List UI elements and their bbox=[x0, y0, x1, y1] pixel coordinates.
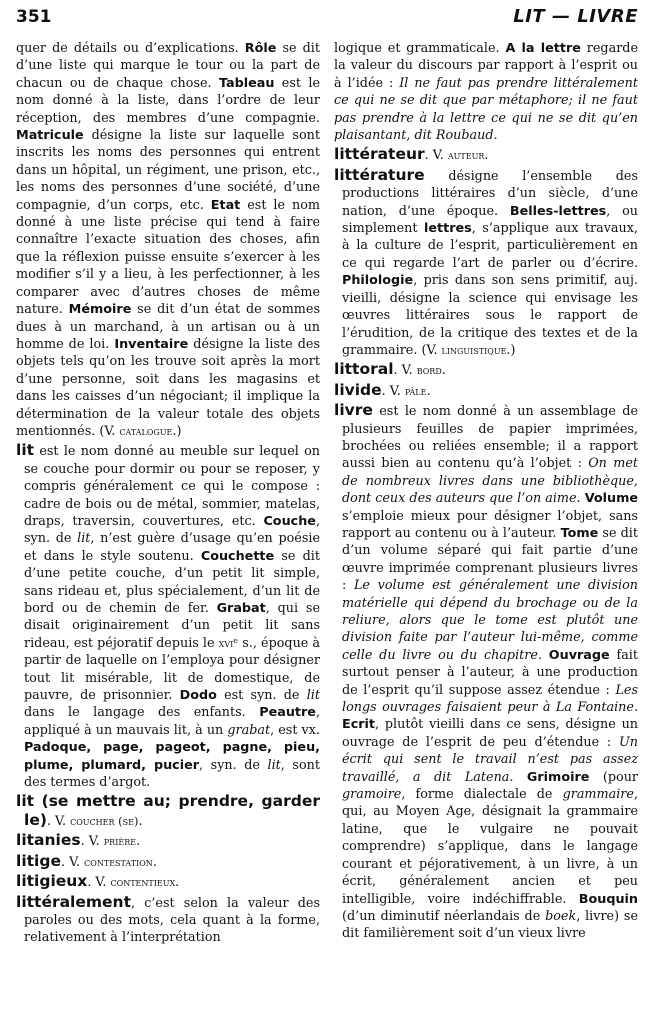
synonym-term: Tome bbox=[560, 525, 599, 541]
definition-text: . V. bbox=[424, 148, 448, 164]
synonym-term: lettres bbox=[423, 221, 472, 237]
synonym-term: Ouvrage bbox=[548, 647, 610, 663]
entry-livre bbox=[334, 402, 638, 943]
definition-text: . bbox=[152, 854, 157, 870]
synonym-term: Matricule bbox=[16, 128, 84, 144]
entry-lit bbox=[16, 442, 320, 791]
cross-reference: prière bbox=[103, 834, 137, 849]
example-quote: grammaire bbox=[562, 787, 634, 803]
page-number: 351 bbox=[16, 7, 52, 27]
cross-reference: linguistique bbox=[441, 342, 507, 357]
definition-text: , qui se disait originairement d’un petit lit sans rideau, est péjoratif depuis le bbox=[24, 601, 320, 651]
page-header bbox=[16, 6, 638, 40]
definition-text: . bbox=[138, 813, 143, 829]
definition-text: . bbox=[136, 834, 141, 850]
definition-text: . bbox=[441, 363, 446, 379]
headword: litigieux bbox=[16, 872, 88, 891]
cross-reference: pâle bbox=[404, 383, 427, 398]
synonym-term: Ecrit bbox=[342, 717, 376, 733]
definition-text: , n’est guère d’usage qu’en poésie et dans le style soutenu. bbox=[24, 531, 320, 564]
synonym-term: Padoque, page, pageot, pagne, pieu, plume, plumard, pucier bbox=[24, 740, 320, 773]
example-quote: On met de nombreux livres dans une bibliothèque, dont ceux des auteurs que l’on aime bbox=[342, 456, 638, 507]
definition-text: , appliqué à un mauvais lit, à un bbox=[24, 705, 320, 738]
definition-text: est le nom donné à une liste précise qui tend à faire connaître l’exacte situation des choses, afin que la réflexion puisse ensuite s’exercer à les modifier s’il y a lieu, à les perfectionner, à les comparer avec d’autres choses de même nature. bbox=[16, 197, 320, 318]
definition-text: . V. bbox=[80, 834, 104, 850]
entry-lit_se_mettre bbox=[16, 793, 320, 830]
synonym-term: Grabat bbox=[216, 601, 266, 616]
definition-text: se dit d’un volume séparé qui fait partie d’une œuvre imprimée comprenant plusieurs livres : bbox=[342, 525, 638, 594]
definition-text: désigne l’ensemble des productions littéraires d’un siècle, d’une nation, d’une époque. bbox=[342, 168, 638, 219]
synonym-term: Tableau bbox=[218, 75, 275, 91]
definition-text: est le nom donné au meuble sur lequel on se couche pour dormir ou pour se reposer, y compris généralement ce qui le compose : cadre de bois ou de métal, sommier, matelas, draps, traversin, couvertures, etc. bbox=[24, 444, 320, 529]
cross-reference: contentieux bbox=[110, 875, 176, 890]
definition-text: . bbox=[537, 647, 549, 663]
synonym-term: Peautre bbox=[259, 705, 316, 721]
synonym-term: Belles-lettres bbox=[509, 203, 607, 219]
example-quote: Un écrit qui sent le travail n’est pas assez travaillé, a dit Latena bbox=[342, 734, 638, 785]
synonym-term: Etat bbox=[210, 197, 241, 213]
definition-text: . bbox=[493, 128, 498, 144]
definition-text: regarde la valeur du discours par rapport à l’esprit ou à l’idée : bbox=[334, 41, 638, 91]
example-quote: Le volume est généralement une division matérielle qui dépend du brochage ou de la reliure, alors que le tome est plutôt une division faite par l’auteur lui-même, comme celle du livre ou du chapitre bbox=[342, 578, 638, 663]
left-column bbox=[16, 40, 320, 949]
definition-text: . V. bbox=[60, 854, 85, 870]
definition-text: est le nom donné à la liste, dans l’ordre de leur réception, des membres d’une compagnie. bbox=[16, 75, 320, 126]
cross-reference: bord bbox=[416, 363, 442, 378]
synonym-term: Bouquin bbox=[578, 891, 638, 907]
synonym-term: Grimoire bbox=[526, 769, 590, 785]
definition-text: , ou simplement bbox=[342, 203, 639, 237]
headword: litanies bbox=[16, 831, 81, 850]
definition-text: , pris dans son sens primitif, auj. vieilli, désigne la science qui envisage les œuvres littéraires sous le rapport de l’érudition, de la critique des textes et de la grammaire. (V. bbox=[342, 273, 638, 358]
definition-text: se dit d’une liste qui marque le tour ou la part de chacun ou de chaque chose. bbox=[16, 41, 320, 91]
definition-text: désigne la liste des objets tels qu’on les trouve soit après la mort d’une personne, soit dans les magasins et dans les caisses d’un négociant; il implique la détermination de la valeur totale des objets mentionnés. (V. bbox=[16, 336, 320, 439]
entry-liste_cont bbox=[16, 40, 320, 440]
example-quote: Il ne faut pas prendre littéralement ce qui ne se dit que par métaphore; il ne faut pas prendre à la lettre ce qui ne se dit qu’en plaisantant, dit Roubaud bbox=[334, 75, 638, 144]
definition-text: . bbox=[509, 769, 527, 785]
definition-text: , qui, au Moyen Age, désignait la grammaire latine, que le vulgaire ne pouvait comprendre) s’applique, dans le langage courant et péjorativement, à un livre, à un écrit, généralement ancien et peu intelligible, voire indéchiffrable. bbox=[342, 787, 638, 907]
example-quote: lit bbox=[77, 531, 91, 547]
definition-text: . V. bbox=[393, 363, 417, 379]
definition-text: . bbox=[426, 383, 431, 399]
headword: livre bbox=[334, 401, 373, 420]
definition-text: est le nom donné à un assemblage de plusieurs feuilles de papier imprimées, brochées ou reliées ensemble; il a rapport aussi bien au contenu qu’à l’objet : bbox=[342, 404, 638, 472]
cross-reference: catalogue bbox=[119, 423, 173, 438]
definition-text: . bbox=[633, 700, 638, 716]
headword: littérature bbox=[334, 165, 425, 184]
definition-text: , syn. de bbox=[24, 513, 320, 547]
synonym-term: Mémoire bbox=[68, 302, 132, 318]
cross-reference: contestation bbox=[84, 854, 153, 869]
example-quote: Les longs ouvrages faisaient peur à La Fontaine bbox=[342, 682, 638, 716]
definition-text: se dit d’une petite couche, d’un petit lit simple, sans rideau et, plus spécialement, d’un lit de bord ou de chemin de fer. bbox=[24, 548, 320, 616]
example-quote: lit bbox=[306, 688, 320, 704]
synonym-term: Inventaire bbox=[114, 336, 189, 352]
definition-text: logique et grammaticale. bbox=[334, 41, 506, 56]
entry-livide bbox=[334, 382, 638, 400]
headword: littoral bbox=[334, 360, 394, 379]
definition-text: , plutôt vieilli dans ce sens, désigne un ouvrage de l’esprit de peu d’étendue : bbox=[342, 717, 638, 750]
example-quote: gramoire bbox=[342, 787, 402, 803]
headword: lit bbox=[16, 441, 35, 460]
definition-text: . V. bbox=[46, 813, 71, 829]
definition-text: s’emploie mieux pour désigner l’objet, sans rapport au contenu ou à l’auteur. bbox=[342, 508, 638, 541]
synonym-term: Dodo bbox=[179, 688, 217, 704]
definition-text: . bbox=[576, 491, 585, 507]
headword: lit (se mettre au; prendre, garder le) bbox=[16, 792, 320, 829]
definition-text: ᵉ s., époque à partir de laquelle on l’employa pour désigner tout lit misérable, lit de domestique, de pauvre, de prisonnier. bbox=[24, 635, 321, 704]
definition-text: (d’un diminutif néerlandais de bbox=[342, 908, 546, 924]
entry-litterateur bbox=[334, 146, 638, 164]
example-quote: boek bbox=[545, 908, 577, 924]
definition-text: quer de détails ou d’explications. bbox=[16, 41, 245, 56]
entry-litteralement bbox=[16, 894, 320, 947]
synonym-term: Volume bbox=[584, 491, 638, 507]
synonym-term: Philologie bbox=[342, 273, 414, 289]
headword: livide bbox=[334, 380, 382, 399]
synonym-term: Couchette bbox=[200, 548, 275, 564]
definition-text: , livre) se dit familièrement soit d’un vieux livre bbox=[342, 908, 638, 942]
definition-text: . bbox=[484, 148, 489, 164]
cross-reference: auteur bbox=[447, 148, 485, 163]
definition-text: (pour bbox=[589, 769, 638, 785]
entry-litige bbox=[16, 853, 320, 871]
right-column bbox=[334, 40, 638, 949]
definition-text: .) bbox=[506, 342, 516, 358]
cross-reference: coucher (se) bbox=[70, 813, 139, 828]
synonym-term: A la lettre bbox=[505, 41, 581, 56]
entry-litteralement_cont bbox=[334, 40, 638, 144]
entry-litanies bbox=[16, 832, 320, 850]
cross-reference: xvi bbox=[218, 635, 234, 650]
definition-text: , s’applique aux travaux, à la culture de l’esprit, particulièrement en ce qui regarde l’art de parler ou d’écrire. bbox=[342, 221, 638, 271]
running-title: LIT — LIVRE bbox=[513, 6, 638, 27]
example-quote: grabat bbox=[227, 722, 271, 738]
definition-text: , syn. de bbox=[199, 757, 268, 773]
entry-littoral bbox=[334, 361, 638, 379]
definition-text: .) bbox=[172, 423, 182, 439]
entry-litterature bbox=[334, 167, 638, 359]
definition-text: est syn. de bbox=[216, 688, 307, 704]
synonym-term: Couche bbox=[263, 513, 316, 529]
synonym-term: Rôle bbox=[244, 41, 277, 56]
definition-text: , forme dialectale de bbox=[401, 787, 563, 803]
definition-text: , est vx. bbox=[270, 722, 320, 738]
definition-text: , sont des termes d’argot. bbox=[24, 757, 320, 791]
example-quote: lit bbox=[267, 757, 281, 773]
definition-text: . bbox=[175, 875, 180, 891]
headword: littérateur bbox=[334, 145, 425, 164]
definition-text: . V. bbox=[87, 875, 111, 891]
text-columns bbox=[16, 40, 638, 949]
entry-litigieux bbox=[16, 873, 320, 891]
definition-text: désigne la liste sur laquelle sont inscrits les noms des personnes qui entrent dans un hôpital, un régiment, une prison, etc., les noms des personnes d’une société, d’une compagnie, d’un corps, etc. bbox=[16, 128, 320, 213]
definition-text: fait surtout penser à l’auteur, à une production de l’esprit qu’il suppose assez étendue : bbox=[342, 647, 638, 698]
definition-text: dans le langage des enfants. bbox=[24, 705, 260, 721]
headword: litige bbox=[16, 851, 61, 870]
definition-text: . V. bbox=[381, 383, 405, 399]
definition-text: se dit d’un état de sommes dues à un marchand, à un artisan ou à un homme de loi. bbox=[16, 302, 320, 352]
definition-text: , c’est selon la valeur des paroles ou des mots, cela quant à la forme, relativement à l’interprétation bbox=[24, 895, 320, 946]
headword: littéralement bbox=[16, 892, 131, 911]
